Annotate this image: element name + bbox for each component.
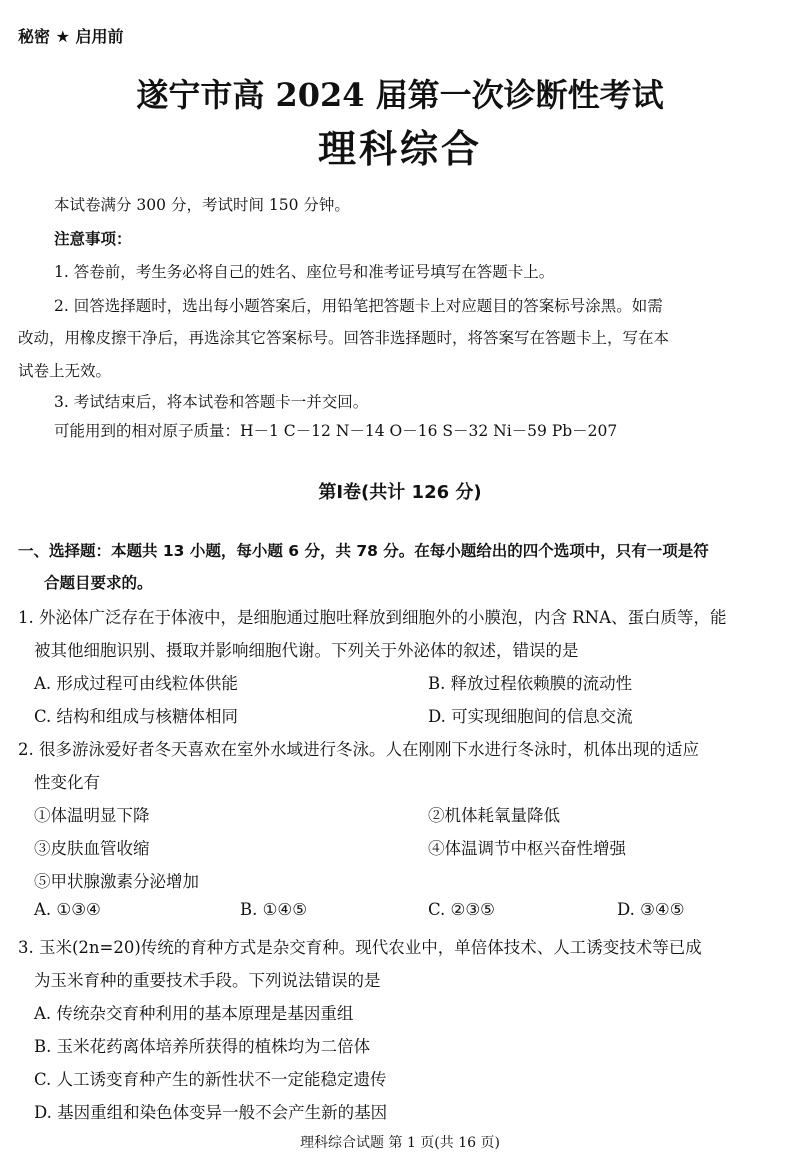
question-2-stem: 2. 很多游泳爱好者冬天喜欢在室外水域进行冬泳。人在刚刚下水进行冬泳时，机体出现的适应: [18, 740, 699, 759]
question-2-option-a: A. ①③④: [34, 900, 101, 919]
exam-title: 遂宁市高 2024 届第一次诊断性考试: [136, 76, 664, 114]
question-2-option-b: B. ①④⑤: [240, 900, 307, 919]
question-1-option-b: B. 释放过程依赖膜的流动性: [428, 674, 633, 693]
part-one-heading-cont: 合题目要求的。: [44, 574, 153, 592]
question-2-item: ③皮肤血管收缩: [34, 839, 150, 858]
question-3-stem-cont: 为玉米育种的重要技术手段。下列说法错误的是: [34, 971, 381, 990]
atomic-mass-line: 可能用到的相对原子质量：H－1 C－12 N－14 O－16 S－32 Ni－59 Pb－207: [54, 422, 618, 440]
question-2-option-d: D. ③④⑤: [617, 900, 685, 919]
question-3-option-b: B. 玉米花药离体培养所获得的植株均为二倍体: [34, 1037, 371, 1056]
question-1-stem: 1. 外泌体广泛存在于体液中，是细胞通过胞吐释放到细胞外的小膜泡，内含 RNA、蛋白质等，能: [18, 608, 727, 627]
question-1-stem-cont: 被其他细胞识别、摄取并影响细胞代谢。下列关于外泌体的叙述，错误的是: [34, 641, 579, 660]
page-footer: 理科综合试题 第 1 页(共 16 页): [300, 1135, 500, 1151]
notice-item: 1. 答卷前，考生务必将自己的姓名、座位号和准考证号填写在答题卡上。: [54, 263, 555, 281]
question-3-stem: 3. 玉米(2n=20)传统的育种方式是杂交育种。现代农业中，单倍体技术、人工诱变技术等已成: [18, 938, 702, 957]
question-2-stem-cont: 性变化有: [34, 773, 100, 792]
notice-item: 2. 回答选择题时，选出每小题答案后，用铅笔把答题卡上对应题目的答案标号涂黑。如需: [54, 297, 663, 315]
question-1-option-c: C. 结构和组成与核糖体相同: [34, 707, 239, 726]
secret-label: 秘密 ★ 启用前: [18, 27, 124, 46]
question-3-option-c: C. 人工诱变育种产生的新性状不一定能稳定遗传: [34, 1070, 387, 1089]
question-2-item: ⑤甲状腺激素分泌增加: [34, 872, 199, 891]
notice-item: 3. 考试结束后，将本试卷和答题卡一并交回。: [54, 393, 369, 411]
notice-heading: 注意事项：: [54, 230, 132, 248]
question-2-item: ②机体耗氧量降低: [428, 806, 560, 825]
question-3-option-d: D. 基因重组和染色体变异一般不会产生新的基因: [34, 1103, 388, 1122]
question-2-option-c: C. ②③⑤: [428, 900, 495, 919]
question-2-item: ①体温明显下降: [34, 806, 150, 825]
score-time-text: 本试卷满分 300 分，考试时间 150 分钟。: [54, 196, 350, 214]
section-title: 第Ⅰ卷(共计 126 分): [318, 482, 482, 503]
notice-item-cont: 试卷上无效。: [18, 362, 112, 380]
question-3-option-a: A. 传统杂交育种利用的基本原理是基因重组: [34, 1004, 354, 1023]
part-one-heading: 一、选择题：本题共 13 小题，每小题 6 分，共 78 分。在每小题给出的四个选项中，只有一项是符: [18, 542, 709, 560]
question-1-option-a: A. 形成过程可由线粒体供能: [34, 674, 238, 693]
question-1-option-d: D. 可实现细胞间的信息交流: [428, 707, 633, 726]
question-2-item: ④体温调节中枢兴奋性增强: [428, 839, 626, 858]
notice-item-cont: 改动，用橡皮擦干净后，再选涂其它答案标号。回答非选择题时，将答案写在答题卡上，写在本: [18, 329, 670, 347]
subject-title: 理科综合: [317, 127, 482, 171]
